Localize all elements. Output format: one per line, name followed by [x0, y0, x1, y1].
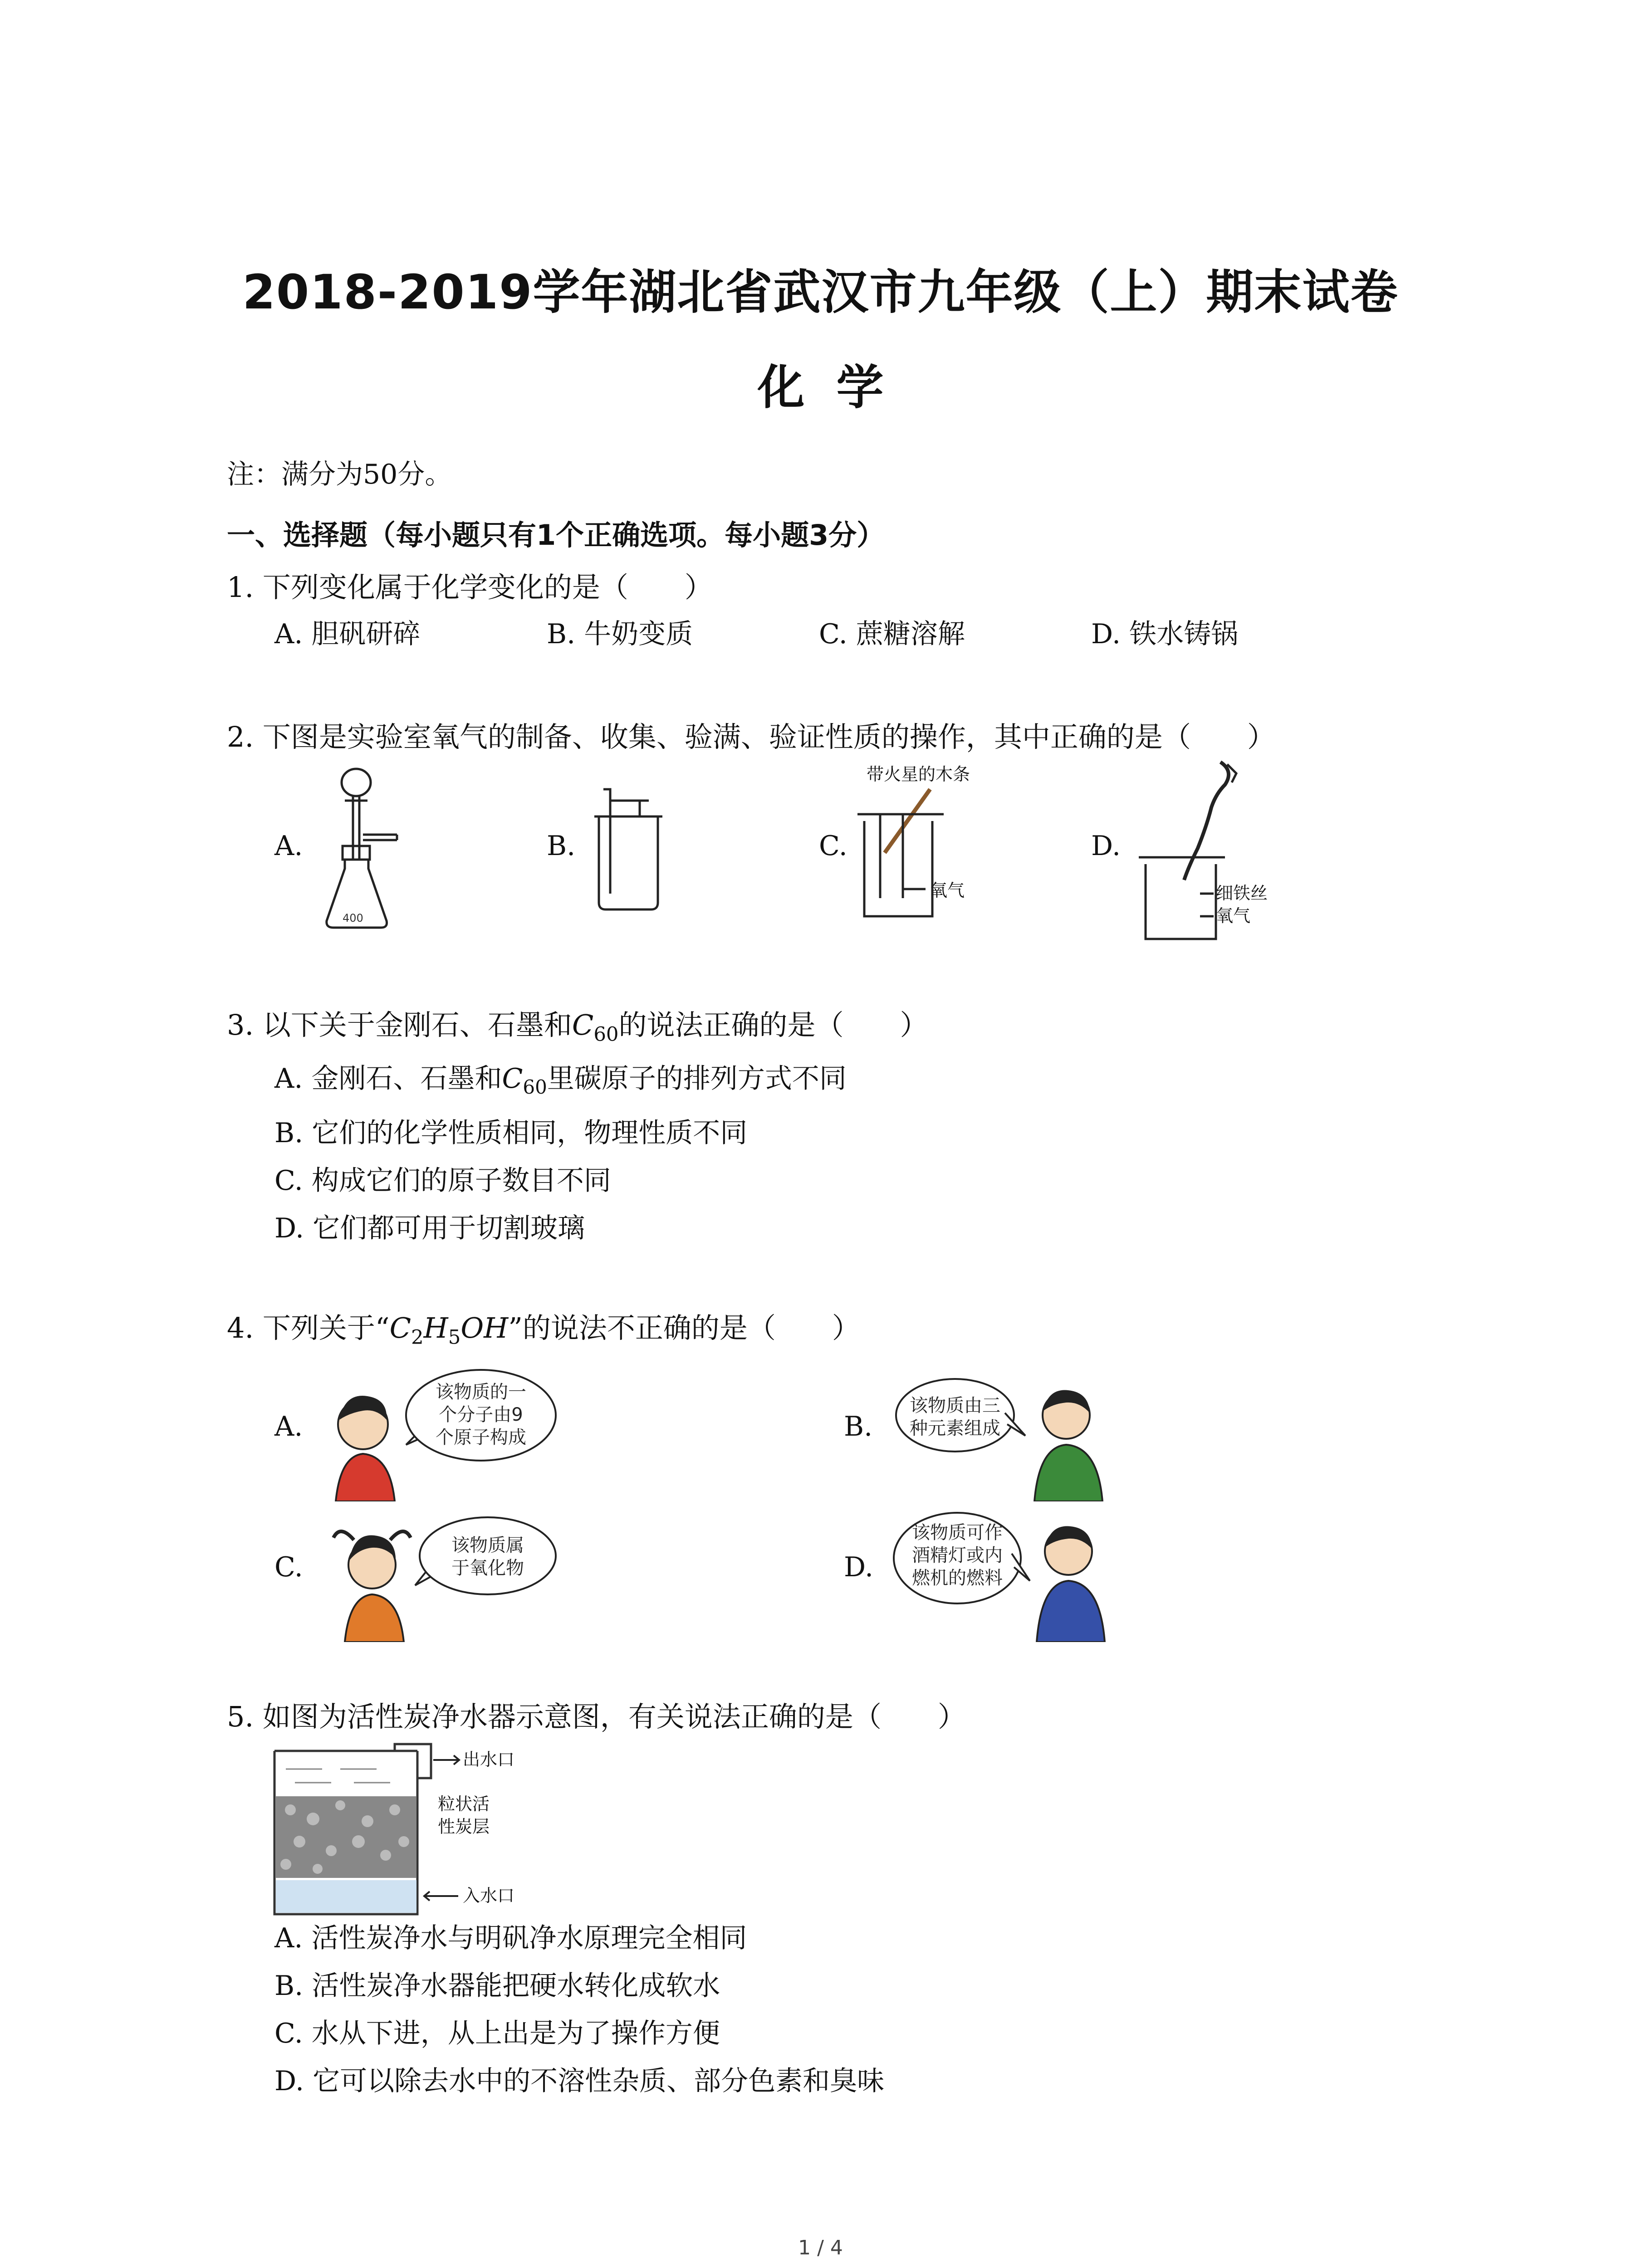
q1-option-d: D. 铁水铸锅: [1091, 618, 1239, 650]
svg-text:该物质属: 该物质属: [451, 1535, 524, 1556]
q3-option-b: B. 它们的化学性质相同，物理性质不同: [274, 1117, 748, 1149]
svg-text:种元素组成: 种元素组成: [910, 1418, 1000, 1439]
q4-figure-d-student: [889, 1506, 1143, 1642]
q2-figure-b-bottle: [590, 780, 681, 916]
inlet-label: 入水口: [463, 1886, 515, 1906]
q4-figure-b-student: [889, 1370, 1143, 1501]
splint-label: 带火星的木条: [867, 764, 970, 784]
svg-text:酒精灯或内: 酒精灯或内: [912, 1545, 1003, 1566]
q1-option-c: C. 蔗糖溶解: [819, 618, 965, 650]
q4-label-b: B.: [844, 1411, 873, 1442]
score-note: 注：满分为50分。: [227, 459, 452, 490]
q2-figure-a-flask: [318, 762, 436, 939]
q5-option-a: A. 活性炭净水与明矾净水原理完全相同: [274, 1922, 747, 1954]
q4-label-c: C.: [274, 1551, 303, 1583]
q1-option-b: B. 牛奶变质: [547, 618, 693, 650]
q3-option-c: C. 构成它们的原子数目不同: [274, 1165, 611, 1197]
svg-text:该物质可作: 该物质可作: [912, 1522, 1003, 1543]
q2-stem: 2. 下图是实验室氧气的制备、收集、验满、验证性质的操作，其中正确的是（ ）: [227, 720, 1275, 753]
oxygen-label-c: 氧气: [930, 880, 965, 900]
iron-wire-label: 细铁丝: [1216, 883, 1268, 903]
q5-option-d: D. 它可以除去水中的不溶性杂质、部分色素和臭味: [274, 2065, 885, 2097]
q1-stem: 1. 下列变化属于化学变化的是（ ）: [227, 571, 713, 604]
section-heading: 一、选择题（每小题只有1个正确选项。每小题3分）: [227, 518, 885, 552]
q2-label-d: D.: [1091, 830, 1121, 862]
q4-figure-c-student: [327, 1506, 581, 1642]
q3-stem: 3. 以下关于金刚石、石墨和$C_{60}$的说法正确的是（ ）: [227, 1008, 928, 1046]
q3-option-d: D. 它们都可用于切割玻璃: [274, 1212, 585, 1244]
q5-figure-water-purifier: [268, 1742, 585, 1919]
svg-text:于氧化物: 于氧化物: [451, 1558, 524, 1579]
subject-title: 化学: [757, 360, 916, 415]
flask-mark: 400: [343, 912, 363, 924]
svg-text:该物质由三: 该物质由三: [910, 1395, 1000, 1416]
q4-label-d: D.: [844, 1551, 874, 1583]
q2-label-c: C.: [819, 830, 847, 862]
q4-label-a: A.: [274, 1411, 303, 1442]
q3-option-a: A. 金刚石、石墨和$C_{60}$里碳原子的排列方式不同: [274, 1063, 847, 1098]
q4-stem: 4. 下列关于“$C_2H_5OH$”的说法不正确的是（ ）: [227, 1311, 860, 1349]
outlet-label: 出水口: [463, 1750, 515, 1769]
q4-figure-a-student: [327, 1365, 572, 1501]
q2-figure-c-splint: [853, 762, 1034, 934]
carbon-layer-label-1: 粒状活: [438, 1794, 490, 1814]
svg-text:个原子构成: 个原子构成: [436, 1427, 526, 1448]
carbon-layer-label-2: 性炭层: [438, 1817, 490, 1837]
q5-option-c: C. 水从下进，从上出是为了操作方便: [274, 2018, 720, 2049]
q1-option-a: A. 胆矾研碎: [274, 618, 421, 650]
q2-label-b: B.: [547, 830, 576, 862]
svg-text:个分子由9: 个分子由9: [439, 1404, 523, 1425]
svg-text:燃机的燃料: 燃机的燃料: [912, 1568, 1003, 1589]
q5-stem: 5. 如图为活性炭净水器示意图，有关说法正确的是（ ）: [227, 1700, 966, 1733]
q2-label-a: A.: [274, 830, 303, 862]
q2-figure-d-iron-wire: [1134, 758, 1325, 948]
page-number: 1 / 4: [798, 2236, 843, 2259]
oxygen-label-d: 氧气: [1216, 906, 1251, 926]
q5-option-b: B. 活性炭净水器能把硬水转化成软水: [274, 1970, 720, 2002]
exam-title: 2018-2019学年湖北省武汉市九年级（上）期末试卷: [242, 264, 1399, 320]
svg-text:该物质的一: 该物质的一: [436, 1382, 526, 1403]
